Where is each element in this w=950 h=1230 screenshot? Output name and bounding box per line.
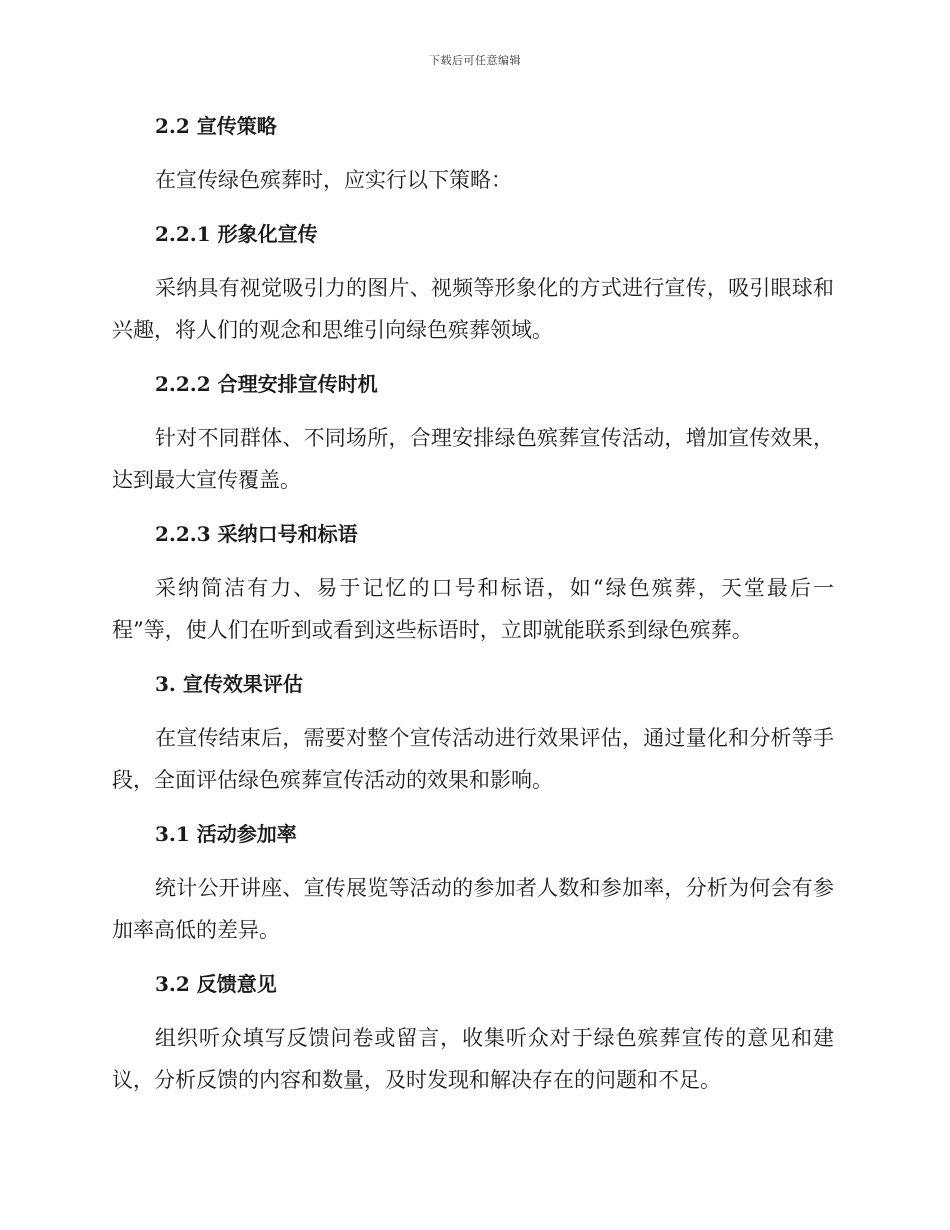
page-header: 下载后可任意编辑: [429, 54, 521, 67]
section-heading-2-2: 2.2 宣传策略: [155, 114, 277, 138]
paragraph-participation: 统计公开讲座、宣传展览等活动的参加者人数和参加率，分析为何会有参加率高低的差异。: [112, 876, 834, 942]
section-heading-3-1: 3.1 活动参加率: [155, 822, 297, 846]
paragraph-feedback: 组织听众填写反馈问卷或留言，收集听众对于绿色殡葬宣传的意见和建议，分析反馈的内容和数量，及时发现和解决存在的问题和不足。: [112, 1026, 834, 1092]
paragraph-evaluation: 在宣传结束后，需要对整个宣传活动进行效果评估，通过量化和分析等手段，全面评估绿色殡葬宣传活动的效果和影响。: [112, 726, 834, 792]
document-body: [112, 105, 834, 1113]
section-heading-2-2-3: 2.2.3 采纳口号和标语: [155, 522, 358, 546]
section-heading-3-2: 3.2 反馈意见: [155, 972, 277, 996]
paragraph-visual-promotion: 采纳具有视觉吸引力的图片、视频等形象化的方式进行宣传，吸引眼球和兴趣，将人们的观念和思维引向绿色殡葬领域。: [112, 276, 834, 342]
paragraph-timing: 针对不同群体、不同场所，合理安排绿色殡葬宣传活动，增加宣传效果，达到最大宣传覆盖。: [112, 426, 834, 492]
paragraph-slogans: 采纳简洁有力、易于记忆的口号和标语，如“绿色殡葬，天堂最后一程”等，使人们在听到或看到这些标语时，立即就能联系到绿色殡葬。: [112, 576, 834, 642]
section-heading-2-2-2: 2.2.2 合理安排宣传时机: [155, 372, 378, 396]
section-heading-2-2-1: 2.2.1 形象化宣传: [155, 222, 318, 246]
section-heading-3: 3. 宣传效果评估: [155, 672, 303, 696]
paragraph-intro-strategy: 在宣传绿色殡葬时，应实行以下策略：: [155, 168, 512, 192]
